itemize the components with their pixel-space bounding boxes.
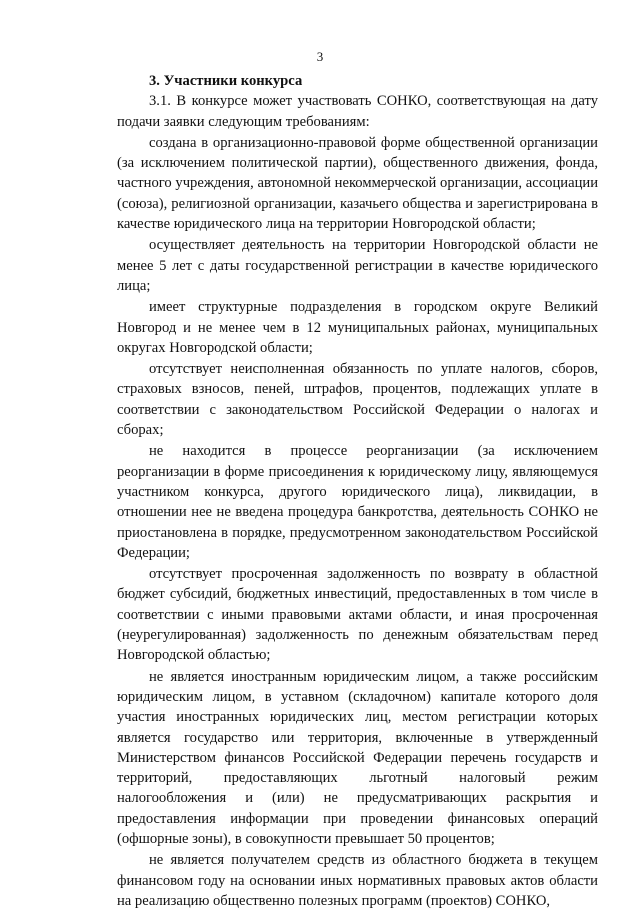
paragraph-3-1: 3.1. В конкурсе может участвовать СОНКО, соответствующая на дату подачи заявки следующим требованиям: xyxy=(117,93,598,130)
requirement-no-reorganization: не находится в процессе реорганизации (за исключением реорганизации в форме присоединения к юридическому лицу, являющемуся участником конкурса, другого юридического лица), ликвидации, в отношении нее не введена процедура банкротства, деятельность СОНКО не приостановлена в порядке, предусмотренном законодательством Российской Федерации; xyxy=(117,443,598,561)
requirement-structural-divisions: имеет структурные подразделения в городском округе Великий Новгород и не менее чем в 12 муниципальных районах, муниципальных округах Новгородской области; xyxy=(117,299,598,356)
page-number: 3 xyxy=(316,49,324,64)
requirement-activity-period: осуществляет деятельность на территории Новгородской области не менее 5 лет с даты государственной регистрации в качестве юридического лица; xyxy=(117,237,598,294)
requirement-no-tax-debt: отсутствует неисполненная обязанность по уплате налогов, сборов, страховых взносов, пеней, штрафов, процентов, подлежащих уплате в соответствии с законодательством Российской Федерации о налогах и сборах; xyxy=(117,361,598,439)
document-body xyxy=(117,71,598,911)
requirement-legal-form: создана в организационно-правовой форме общественной организации (за исключением политической партии), общественного движения, фонда, частного учреждения, автономной некоммерческой организации, ассоциации (союза), религиозной организации, казачьего общества и зарегистрирована в качестве юридического лица на территории Новгородской области; xyxy=(117,134,598,233)
section-title: 3. Участники конкурса xyxy=(149,73,303,89)
requirement-not-foreign-entity: не является иностранным юридическим лицом, а также российским юридическим лицом, в уставном (складочном) капитале которого доля участия иностранных юридических лиц, местом регистрации которых является государство или территория, включенные в утвержденный Министерством финансов Российской Федерации перечень государств и территорий, предоставляющих льготный налоговый режим налогообложения и (или) не предусматривающих раскрытия и предоставления информации при проведении финансовых операций (офшорные зоны), в совокупности превышает 50 процентов; xyxy=(117,668,598,847)
requirement-no-overdue-debt: отсутствует просроченная задолженность по возврату в областной бюджет субсидий, бюджетных инвестиций, предоставленных в том числе в соответствии с иными правовыми актами области, и иная просроченная (неурегулированная) задолженность по денежным обязательствам перед Новгородской областью; xyxy=(117,566,598,664)
requirement-not-budget-recipient: не является получателем средств из областного бюджета в текущем финансовом году на основании иных нормативных правовых актов области на реализацию общественно полезных программ (проектов) СОНКО, xyxy=(117,852,598,909)
